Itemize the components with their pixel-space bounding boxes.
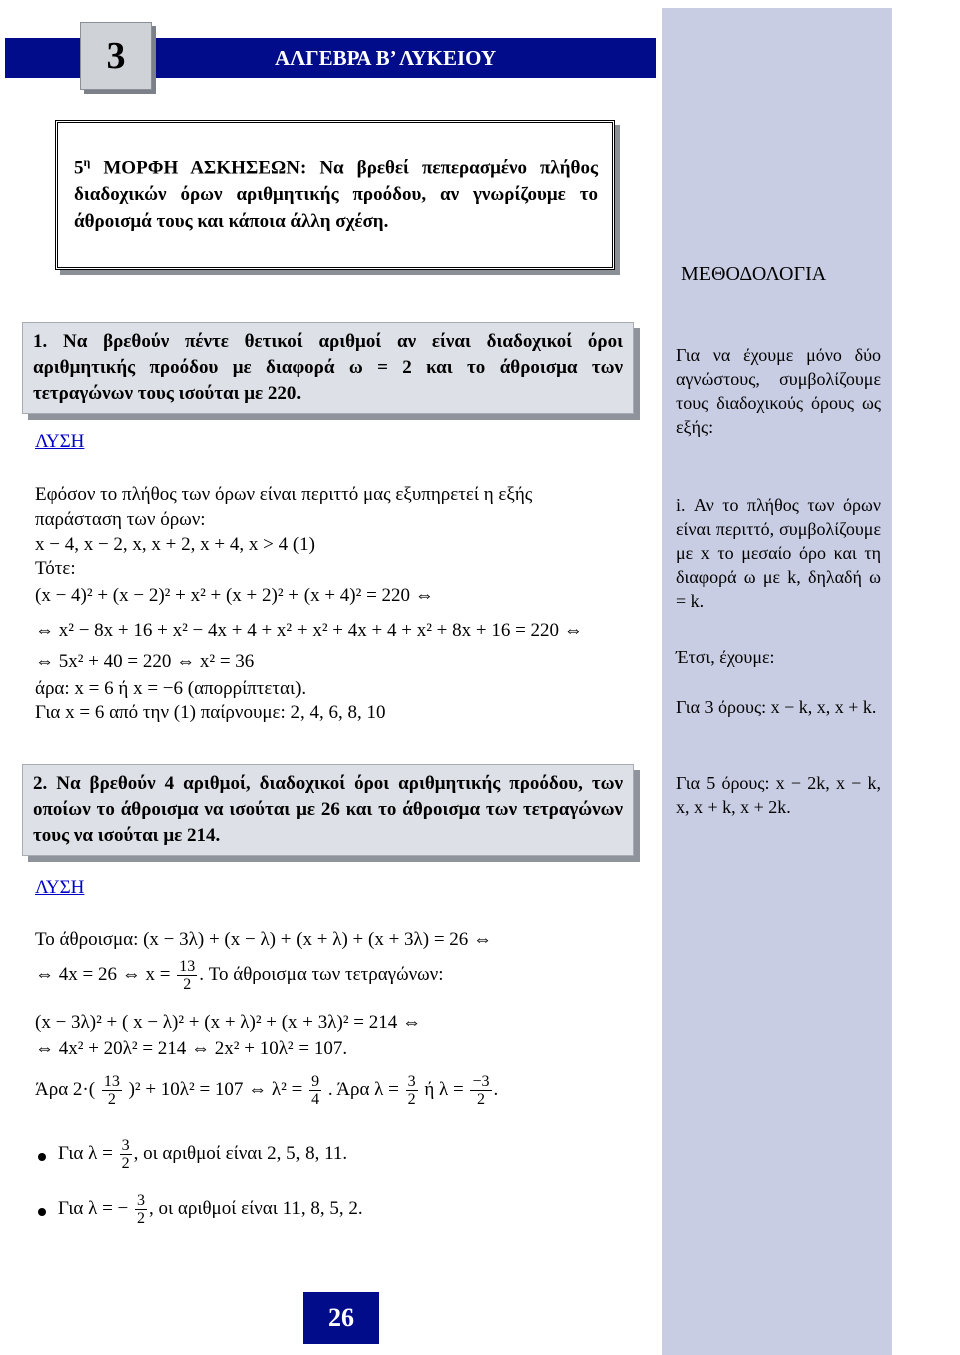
type-prefix: 5: [74, 157, 84, 179]
ex2-bullet-1: Για λ = $\frac{3}{2}$ , οι αριθμοί είναι 2, 5, 8, 11.: [58, 1137, 348, 1172]
methodology-p4: Για 3 όρους: x − k, x, x + k.: [676, 697, 877, 717]
book-title: ΑΛΓΕΒΡΑ Β’ ΛΥΚΕΙΟΥ: [275, 46, 497, 70]
ex1-line-7: άρα: x = 6 ή x = −6 (απορρίπτεται).: [35, 678, 307, 699]
page-number: 26: [303, 1292, 379, 1344]
fraction-13-2: $\frac{13}{2}$: [179, 958, 196, 993]
solution-label-1: ΛΥΣΗ: [35, 431, 85, 452]
ex2-line-1: Το άθροισμα: (x − 3λ) + (x − λ) + (x + λ) + (x + 3λ) = 26 ⇔: [35, 929, 493, 950]
ex2-bullet-2: Για λ = − $\frac{3}{2}$ , οι αριθμοί είναι 11, 8, 5, 2.: [58, 1192, 363, 1227]
methodology-p1: Για να έχουμε μόνο δύο αγνώστους, συμβολίζουμε τους διαδοχικούς όρους ως εξής:: [676, 345, 881, 437]
exercise-type-box: [55, 120, 615, 270]
ex1-line-2: x − 4, x − 2, x, x + 2, x + 4, x > 4 (1): [35, 534, 315, 555]
fraction-neg3-2: $\frac{-3}{2}$: [472, 1073, 490, 1108]
bullet-icon: [38, 1153, 46, 1161]
ex2-line-2b: . Το άθροισμα των τετραγώνων:: [199, 963, 444, 985]
chapter-number: 3: [80, 22, 152, 90]
bullet-icon: [38, 1208, 46, 1216]
ex2-line-3: (x − 3λ)² + ( x − λ)² + (x + λ)² + (x + 3λ)² = 214 ⇔: [35, 1012, 421, 1033]
fraction-13-2b: $\frac{13}{2}$: [103, 1073, 120, 1108]
ex2-line-5: Άρα 2·( $\frac{13}{2}$ )² + 10λ² = 107 ⇔ λ² = $\frac{9}{4}$ . Άρα λ = $\frac{3}{2}$ ή λ = $\frac{-3}{2}$ .: [35, 1073, 499, 1108]
ex1-line-0: Εφόσον το πλήθος των όρων είναι περιττό μας εξυπηρετεί η εξής: [35, 484, 533, 505]
fraction-3-2: $\frac{3}{2}$: [407, 1073, 416, 1108]
methodology-heading: ΜΕΘΟΔΟΛΟΓΙΑ: [681, 263, 827, 285]
ex2-line-4: ⇔ 4x² + 20λ² = 214 ⇔ 2x² + 10λ² = 107.: [35, 1038, 348, 1059]
solution-label-2: ΛΥΣΗ: [35, 877, 85, 898]
ex2-line-2a: ⇔ 4x = 26 ⇔ x =: [35, 963, 171, 985]
exercise-1-statement: 1. Να βρεθούν πέντε θετικοί αριθμοί αν είναι διαδοχικοί όροι αριθμητικής προόδου με διαφορά ω = 2 και το άθροισμα των τετραγώνων τους ισούται με 220.: [22, 322, 634, 414]
ex1-line-3: Τότε:: [35, 558, 76, 579]
methodology-p3: Έτσι, έχουμε:: [676, 647, 775, 667]
methodology-p2: i. Αν το πλήθος των όρων είναι περιττό, συμβολίζουμε με x το μεσαίο όρο και τη διαφορά ω με k, δηλαδή ω = k.: [676, 495, 881, 611]
ex1-line-8: Για x = 6 από την (1) παίρνουμε: 2, 4, 6, 8, 10: [35, 702, 386, 723]
ex1-line-5: ⇔ x² − 8x + 16 + x² − 4x + 4 + x² + x² + 4x + 4 + x² + 8x + 16 = 220 ⇔: [35, 620, 583, 641]
ex1-line-6: ⇔ 5x² + 40 = 220 ⇔ x² = 36: [35, 651, 255, 672]
fraction-9-4: $\frac{9}{4}$: [311, 1073, 320, 1108]
methodology-sidebar: [662, 8, 892, 1355]
methodology-p5: Για 5 όρους: x − 2k, x − k, x, x + k, x + 2k.: [676, 773, 881, 817]
exercise-2-statement: 2. Να βρεθούν 4 αριθμοί, διαδοχικοί όροι αριθμητικής προόδου, των οποίων το άθροισμα να ισούται με 26 και το άθροισμα των τετραγώνων τους να ισούται με 214.: [22, 764, 634, 856]
ex2-line-2: [35, 958, 444, 993]
ex1-line-1: παράσταση των όρων:: [35, 509, 206, 530]
type-text: ΜΟΡΦΗ ΑΣΚΗΣΕΩΝ: Να βρεθεί πεπερασμένο πλήθος διαδοχικών όρων αριθμητικής προόδου, αν γνωρίζουμε το άθροισμά τους και κάποια άλλη σχέση.: [74, 157, 598, 233]
type-sup: η: [83, 155, 91, 169]
ex1-line-4: (x − 4)² + (x − 2)² + x² + (x + 2)² + (x + 4)² = 220 ⇔: [35, 585, 434, 606]
